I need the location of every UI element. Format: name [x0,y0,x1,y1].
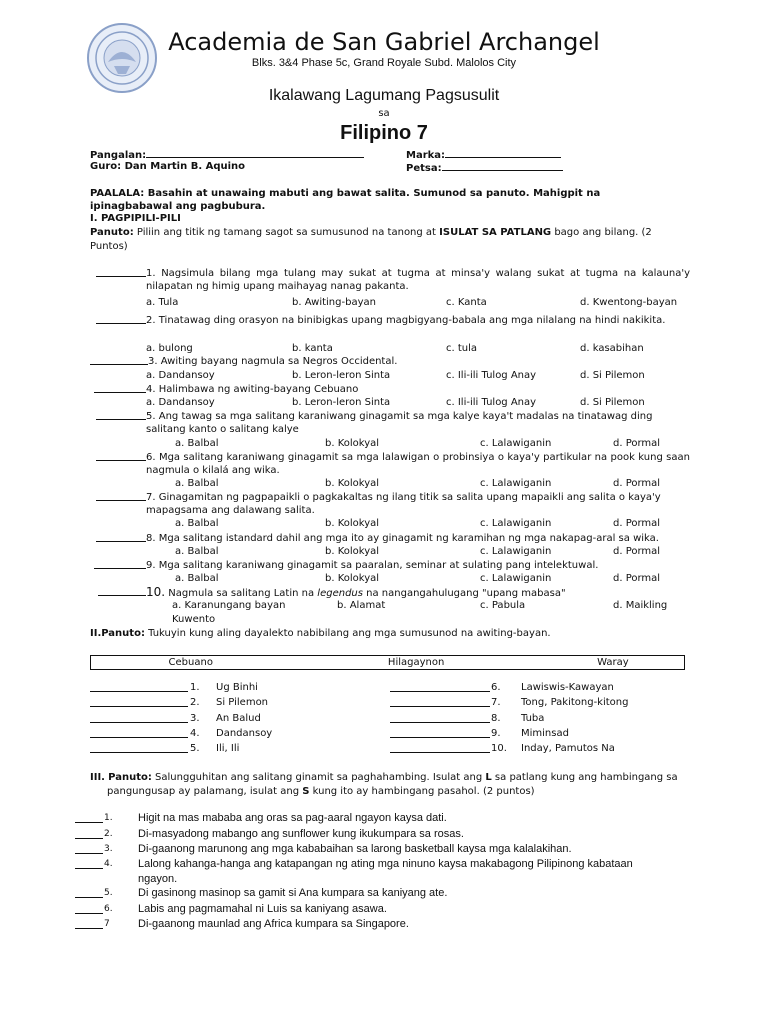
part3-text-a: Salungguhitan ang salitang ginamit sa paghahambing. Isulat ang [151,772,486,783]
answer-option[interactable]: d. Kwentong-bayan [580,297,678,308]
song-title: Tong, Pakitong-kitong [521,697,629,708]
question-text [146,532,690,545]
part2-label: II. [90,628,102,639]
panuto-points: Puntos) [90,241,128,252]
answer-option[interactable]: b. Awiting-bayan [292,297,376,308]
song-title: Ili, Ili [216,743,240,754]
question-number: 7. [146,492,156,503]
name-label: Pangalan: [90,150,147,161]
sentence-text: Labis ang pagmamahal ni Luis sa kaniyang asawa. [138,903,387,915]
item-number: 1. [104,813,113,823]
song-title: Lawiswis-Kawayan [521,682,614,693]
part1-instructions [90,227,652,238]
answer-blank[interactable] [75,859,103,869]
answer-option[interactable]: c. Pabula [480,600,526,611]
answer-option[interactable]: b. Kolokyal [325,518,380,529]
answer-blank[interactable] [90,355,148,365]
sentence-text-cont: ngayon. [138,873,178,885]
answer-blank[interactable] [96,491,146,501]
answer-option[interactable]: a. Karanungang bayan [172,600,286,611]
question-number: 8. [146,533,156,544]
part3-instructions-cont [107,786,535,797]
answer-option[interactable]: a. Balbal [175,438,219,449]
question-number: 6. [146,452,156,463]
item-number: 5. [104,888,113,898]
answer-blank[interactable] [390,713,490,723]
answer-option[interactable]: d. kasabihan [580,343,644,354]
answer-option[interactable]: c. Ili-ili Tulog Anay [446,370,537,381]
name-blank[interactable] [146,148,364,158]
question-text [146,267,690,293]
song-title: Ug Binhi [216,682,258,693]
grade-field[interactable] [406,148,561,161]
answer-blank[interactable] [98,586,146,596]
part2-panuto-label: Panuto: [101,628,145,639]
answer-option[interactable]: d. Pormal [613,478,661,489]
reminder-text: PAALALA: Basahin at unawaing mabuti ang bawat salita. Sumunod sa panuto. Mahigpit na ipinagbabawal ang pagbubura. [90,188,601,212]
dialect-table [90,655,685,670]
answer-option[interactable]: b. Kolokyal [325,573,380,584]
answer-blank[interactable] [75,829,103,839]
answer-option[interactable]: c. tula [446,343,478,354]
question-text-a: Nagmula sa salitang Latin na [168,588,318,599]
part2-text: Tukuyin kung aling dayalekto nabibilang ang mga sumusunod na awiting-bayan. [144,628,551,639]
answer-option-cont: Kuwento [172,614,216,625]
answer-blank[interactable] [90,743,188,753]
answer-option[interactable]: a. Dandansoy [146,397,215,408]
answer-option[interactable]: b. Kolokyal [325,546,380,557]
question-text [146,355,690,368]
answer-option[interactable]: c. Ili-ili Tulog Anay [446,397,537,408]
answer-option[interactable]: a. Balbal [175,573,219,584]
question-body: Nagsimula bilang mga tulang may sukat at tugma at minsa'y walang sukat at tugma na kalauna'y nilapatan ng himig upang maihayag nanag pakanta. [146,268,690,292]
question-body: Ang tawag sa mga salitang karaniwang ginagamit sa mga kalye kaya't madalas na tinatawag ding salitang kanto o salitang kalye [146,411,653,435]
answer-option[interactable]: d. Pormal [613,573,661,584]
answer-option[interactable]: d. Si Pilemon [580,370,645,381]
question-number: 10. [146,585,166,599]
item-number: 10. [491,743,507,754]
sentence-text: Di gasinong masinop sa gamit si Ana kumpara sa kaniyang ate. [138,887,448,899]
answer-blank[interactable] [75,919,103,929]
panuto-emphasis: ISULAT SA PATLANG [439,227,552,238]
part3-L: L [485,772,492,783]
answer-blank[interactable] [94,559,146,569]
sentence-text: Higit na mas mababa ang oras sa pag-aaral ngayon kaysa dati. [138,812,447,824]
item-number: 7 [104,919,110,929]
answer-option[interactable]: b. Kolokyal [325,438,380,449]
song-title: Si Pilemon [216,697,269,708]
sa-label: sa [378,108,390,119]
answer-blank[interactable] [90,682,188,692]
answer-blank[interactable] [90,728,188,738]
school-name: Academia de San Gabriel Archangel [168,28,600,56]
answer-option[interactable]: a. Tula [146,297,179,308]
panuto-text-end: bago ang bilang. (2 [551,227,652,238]
item-number: 9. [491,728,501,739]
item-number: 4. [104,859,113,869]
answer-option[interactable]: a. Balbal [175,518,219,529]
question-body: Mga salitang karaniwang ginagamit sa mga lalawigan o probinsiya o kaya'y partikular na pook kung saan nagmula o kilalá ang wika. [146,452,690,476]
answer-option[interactable]: b. Kolokyal [325,478,380,489]
answer-blank[interactable] [96,532,146,542]
answer-option[interactable]: c. Lalawiganin [480,438,552,449]
answer-blank[interactable] [96,267,146,277]
subject-title: Filipino 7 [340,122,428,144]
item-number: 6. [104,904,113,914]
answer-option[interactable]: d. Si Pilemon [580,397,645,408]
question-number: 4. [146,384,156,395]
item-number: 6. [491,682,501,693]
answer-option[interactable]: a. Balbal [175,546,219,557]
panuto-label: Panuto: [90,227,134,238]
answer-option[interactable]: b. kanta [292,343,333,354]
answer-blank[interactable] [90,697,188,707]
sentence-text: Di-gaanong maunlad ang Africa kumpara sa Singapore. [138,918,409,930]
answer-option[interactable]: d. Pormal [613,438,661,449]
question-body: Tinatawag ding orasyon na binibigkas upang magbigyang-babala ang mga nilalang na hindi nakikita. [158,315,666,326]
question-body: Awiting bayang nagmula sa Negros Occidental. [160,356,398,367]
part3-text-d: kung ito ay hambingang pasahol. (2 puntos) [309,786,535,797]
answer-option[interactable]: d. Maikling [613,600,668,611]
question-body: Mga salitang karaniwang ginagamit sa paaralan, seminar at sulating pang intelektuwal. [158,560,599,571]
part3-text-b: sa patlang kung ang hambingang sa [491,772,678,783]
sentence-text: Di-gaanong marunong ang mga kababaihan sa larong basketball kaysa mga kalalakihan. [138,843,572,855]
question-text [146,410,690,436]
part3-instructions [90,772,678,783]
question-number: 2. [146,315,156,326]
answer-blank[interactable] [390,728,490,738]
answer-option[interactable]: c. Lalawiganin [480,478,552,489]
part1-heading: I. PAGPIPILI-PILI [90,213,181,224]
song-title: Miminsad [521,728,569,739]
answer-option[interactable]: c. Lalawiganin [480,573,552,584]
answer-blank[interactable] [390,682,490,692]
answer-blank[interactable] [94,383,146,393]
question-body: Halimbawa ng awiting-bayang Cebuano [158,384,359,395]
item-number: 2. [190,697,200,708]
part2-instructions [90,628,551,639]
item-number: 1. [190,682,200,693]
answer-blank[interactable] [90,713,188,723]
answer-option[interactable]: b. Alamat [337,600,386,611]
answer-blank[interactable] [96,410,146,420]
answer-blank[interactable] [75,813,103,823]
question-number: 9. [146,560,156,571]
answer-option[interactable]: a. bulong [146,343,193,354]
grade-blank[interactable] [445,148,561,158]
item-number: 5. [190,743,200,754]
teacher-label: Guro: Dan Martin B. Aquino [90,161,246,172]
answer-option[interactable]: c. Lalawiganin [480,518,552,529]
date-blank[interactable] [442,161,563,171]
question-text [90,314,690,327]
answer-option[interactable]: a. Balbal [175,478,219,489]
item-number: 7. [491,697,501,708]
item-number: 2. [104,829,113,839]
question-number: 1. [146,268,156,279]
item-number: 3. [104,844,113,854]
song-title: Inday, Pamutos Na [521,743,615,754]
item-number: 4. [190,728,200,739]
question-body: Mga salitang istandard dahil ang mga ito ay ginagamit ng karamihan ng mga nakapag-aral sa wika. [158,533,659,544]
question-text [146,383,690,396]
song-title: Tuba [521,713,545,724]
part3-S: S [302,786,310,797]
dialect-hilagaynon: Hilagaynon [291,656,542,670]
part3-panuto-label: Panuto: [108,772,152,783]
answer-option[interactable]: c. Kanta [446,297,487,308]
question-text-b: na nangangahulugang "upang mabasa" [362,588,566,599]
item-number: 8. [491,713,501,724]
question-text [146,559,690,572]
question-number: 3. [148,356,158,367]
answer-blank[interactable] [75,888,103,898]
item-number: 3. [190,713,200,724]
name-field[interactable] [90,148,364,161]
school-address: Blks. 3&4 Phase 5c, Grand Royale Subd. Malolos City [251,57,517,69]
date-label: Petsa: [406,163,442,174]
answer-option[interactable]: d. Pormal [613,518,661,529]
answer-blank[interactable] [96,451,146,461]
question-text-emphasis: legendus [317,588,363,599]
song-title: Dandansoy [216,728,273,739]
question-text [146,586,690,600]
question-body: Ginagamitan ng pagpapaikli o pagkakaltas ng ilang titik sa salita upang mapaikli ang salita o kaya'y mapagsama ang dalawang salita. [146,492,661,516]
date-field[interactable] [406,161,563,174]
answer-blank[interactable] [390,743,490,753]
answer-option[interactable]: c. Lalawiganin [480,546,552,557]
sentence-text: Di-masyadong mabango ang sunflower kung ikukumpara sa rosas. [138,828,464,840]
answer-blank[interactable] [75,844,103,854]
song-title: An Balud [216,713,261,724]
exam-title: Ikalawang Lagumang Pagsusulit [268,87,500,104]
dialect-cebuano: Cebuano [91,656,291,670]
grade-label: Marka: [406,150,446,161]
sentence-text: Lalong kahanga-hanga ang katapangan ng ating mga ninuno kaysa makabagong Pilipinong kabataan [138,858,633,870]
part3-label: III. [90,772,105,783]
answer-blank[interactable] [75,904,103,914]
answer-option[interactable]: a. Dandansoy [146,370,215,381]
answer-option[interactable]: b. Leron-leron Sinta [292,370,391,381]
answer-blank[interactable] [390,697,490,707]
part3-text-c: pangungusap ay palamang, isulat ang [107,786,303,797]
panuto-text: Piliin ang titik ng tamang sagot sa sumusunod na tanong at [133,227,440,238]
answer-option[interactable]: b. Leron-leron Sinta [292,397,391,408]
question-number: 5. [146,411,156,422]
question-text [146,451,690,477]
dialect-waray: Waray [542,656,685,670]
answer-option[interactable]: d. Pormal [613,546,661,557]
question-text [146,491,690,517]
